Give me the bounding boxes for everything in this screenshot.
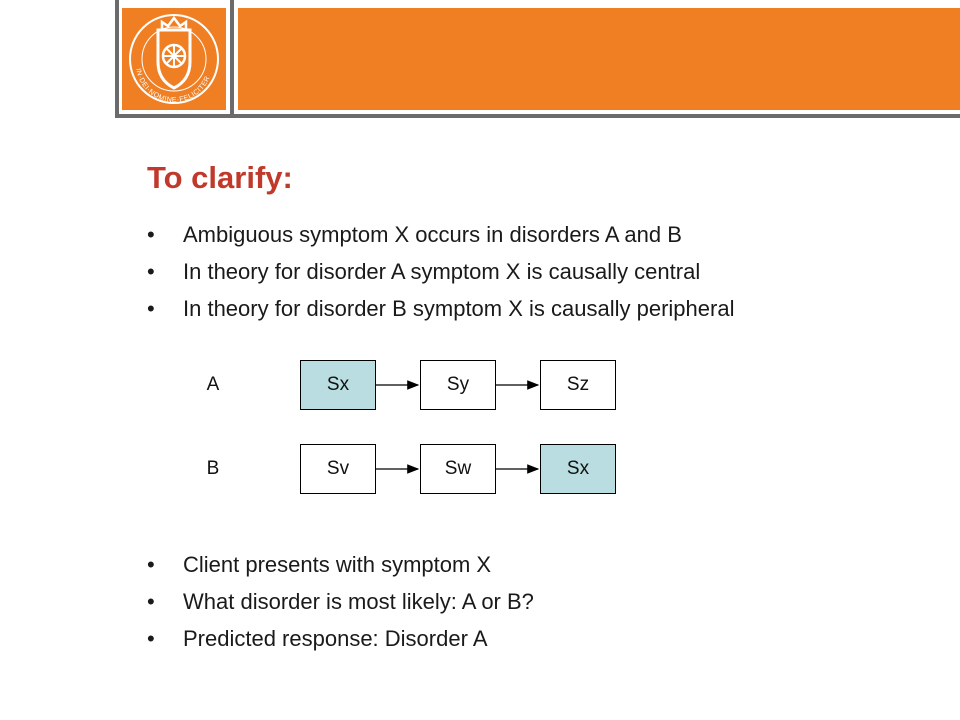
node-a-2: Sy [420, 360, 496, 410]
bullet-text: Ambiguous symptom X occurs in disorders A and B [183, 222, 682, 247]
bullet-icon: • [147, 626, 155, 651]
bullet-icon: • [147, 552, 155, 577]
bullet-list-bottom [147, 548, 534, 659]
list-item [147, 622, 534, 659]
svg-text:IN·DEI·NOMINE·FELICITER: IN·DEI·NOMINE·FELICITER [134, 67, 212, 105]
bullet-text: Predicted response: Disorder A [183, 626, 488, 651]
bullet-text: In theory for disorder B symptom X is causally peripheral [183, 296, 735, 321]
bullet-icon: • [147, 222, 155, 247]
list-item [147, 585, 534, 622]
node-b-2: Sw [420, 444, 496, 494]
row-label-b: B [206, 458, 220, 479]
node-a-3: Sz [540, 360, 616, 410]
list-item [147, 548, 534, 585]
bullet-text: Client presents with symptom X [183, 552, 492, 577]
bullet-icon: • [147, 259, 155, 284]
bullet-icon: • [147, 296, 155, 321]
bullet-icon: • [147, 589, 155, 614]
row-label-a: A [206, 374, 220, 395]
node-b-1: Sv [300, 444, 376, 494]
bullet-text: In theory for disorder A symptom X is causally central [183, 259, 701, 284]
node-a-1: Sx [300, 360, 376, 410]
node-b-3: Sx [540, 444, 616, 494]
bullet-text: What disorder is most likely: A or B? [183, 589, 534, 614]
slide-title: To clarify: [147, 160, 293, 195]
